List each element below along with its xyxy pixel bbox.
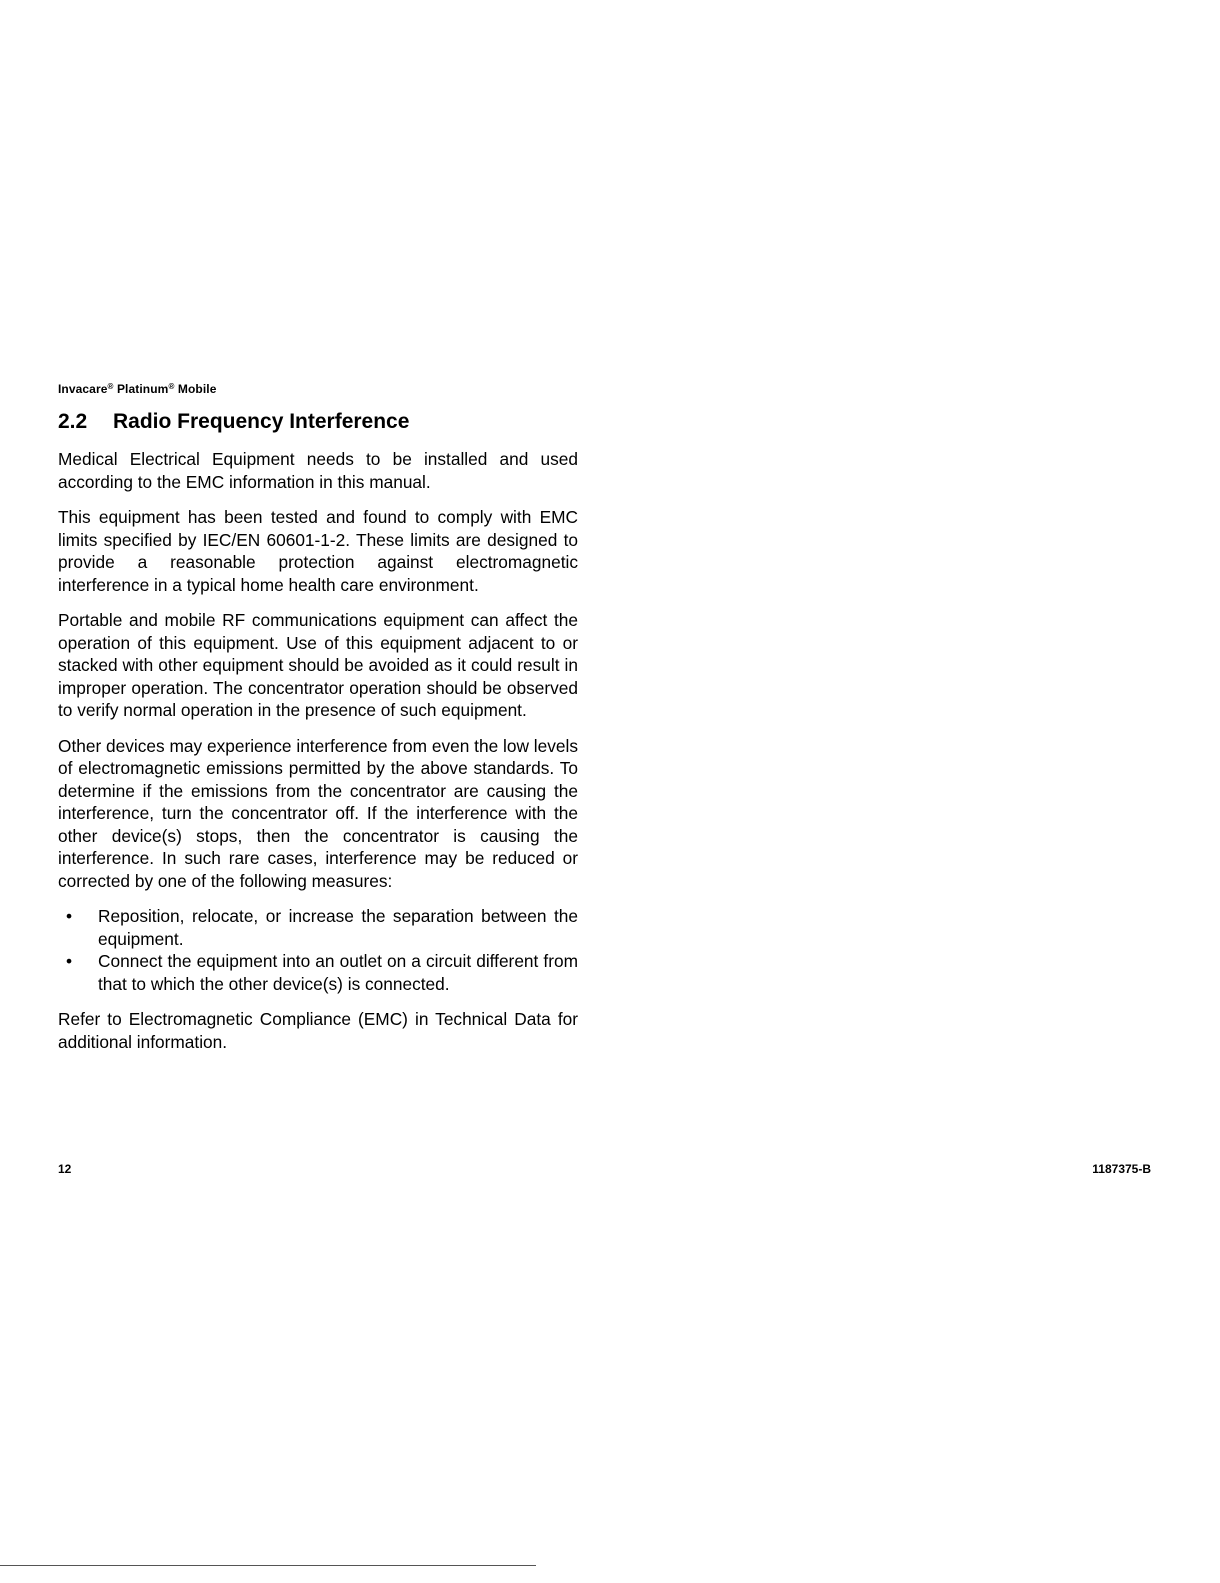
section-number: 2.2 xyxy=(58,410,88,433)
list-item-text: Reposition, relocate, or increase the separation between the equipment. xyxy=(98,906,578,949)
bottom-divider xyxy=(0,1565,536,1566)
paragraph-emc-limits: This equipment has been tested and found to comply with EMC limits specified by IEC/EN 60601-1-2. These limits are designed to provide a reasonable protection against electromagnetic interference in a typical home health care environment. xyxy=(58,507,578,595)
running-header xyxy=(58,382,216,396)
document-code: 1187375-B xyxy=(1092,1162,1151,1176)
brand-registered-mark: ® xyxy=(107,382,114,391)
product-name: Platinum xyxy=(116,382,169,396)
section-title xyxy=(58,410,578,434)
paragraph-other-devices: Other devices may experience interference from even the low levels of electromagnetic emissions permitted by the above standards. To determine if the emissions from the concentrator are causing the interference, turn the concentrator off. If the interference with the other device(s) stops, then the concentrator is causing the interference. In such rare cases, interference may be reduced or corrected by one of the following measures: xyxy=(58,735,578,891)
page-number: 12 xyxy=(58,1162,72,1176)
list-item xyxy=(58,950,578,995)
product-model: Mobile xyxy=(177,382,217,396)
paragraph-emc-install: Medical Electrical Equipment needs to be installed and used according to the EMC information in this manual. xyxy=(58,449,578,492)
section-heading: Radio Frequency Interference xyxy=(113,410,410,433)
bullet-icon: • xyxy=(66,951,73,971)
bullet-icon: • xyxy=(66,906,73,926)
list-item xyxy=(58,905,578,950)
paragraph-rf-equipment: Portable and mobile RF communications equipment can affect the operation of this equipment. Use of this equipment adjacent to or stacked with other equipment should be avoided as it could result in improper operation. The concentrator operation should be observed to verify normal operation in the presence of such equipment. xyxy=(58,610,578,720)
main-content xyxy=(58,410,578,1066)
paragraph-closing: Refer to Electromagnetic Compliance (EMC) in Technical Data for additional information. xyxy=(58,1009,578,1052)
list-item-text: Connect the equipment into an outlet on a circuit different from that to which the other device(s) is connected. xyxy=(98,951,578,994)
product-registered-mark: ® xyxy=(168,382,175,391)
brand-name: Invacare xyxy=(58,382,108,396)
measures-list xyxy=(58,905,578,995)
